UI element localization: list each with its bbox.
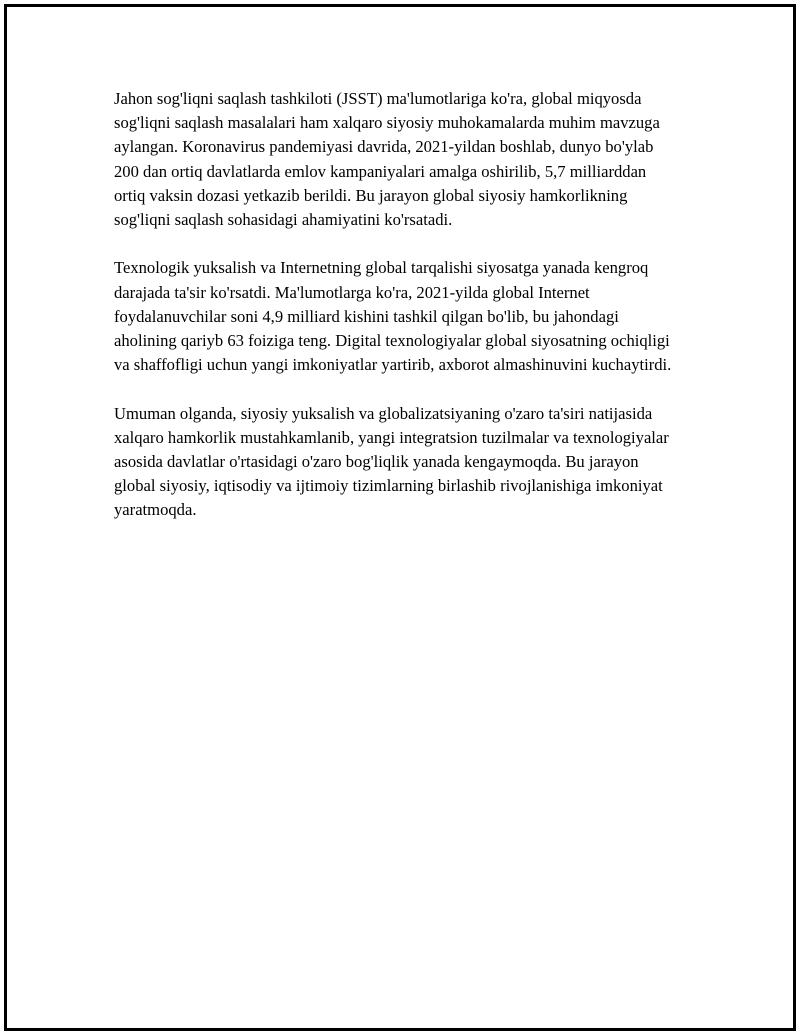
paragraph-technology: Texnologik yuksalish va Internetning global tarqalishi siyosatga yanada kengroq darajada ta'sir ko'rsatdi. Ma'lumotlarga ko'ra, 2021-yilda global Internet foydalanuvchilar soni 4,9 milliard kishini tashkil qilgan bo'lib, bu jahondagi aholining qariyb 63 foiziga teng. Digital texnologiyalar global siyosatning ochiqligi va shaffofligi uchun yangi imkoniyatlar yartirib, axborot almashinuvini kuchaytirdi. bbox=[114, 258, 672, 375]
document-body bbox=[114, 87, 680, 547]
paragraph-conclusion: Umuman olganda, siyosiy yuksalish va globalizatsiyaning o'zaro ta'siri natijasida xalqaro hamkorlik mustahkamlanib, yangi integratsion tuzilmalar va texnologiyalar asosida davlatlar o'rtasidagi o'zaro bog'liqlik yanada kengaymoqda. Bu jarayon global siyosiy, iqtisodiy va ijtimoiy tizimlarning birlashib rivojlanishiga imkoniyat yaratmoqda. bbox=[114, 403, 669, 520]
paragraph-health: Jahon sog'liqni saqlash tashkiloti (JSST) ma'lumotlariga ko'ra, global miqyosda sog'liqni saqlash masalalari ham xalqaro siyosiy muhokamalarda muhim mavzuga aylangan. Koronavirus pandemiyasi davrida, 2021-yildan boshlab, dunyo bo'ylab 200 dan ortiq davlatlarda emlov kampaniyalari amalga oshirilib, 5,7 milliarddan ortiq vaksin dozasi yetkazib berildi. Bu jarayon global siyosiy hamkorlikning sog'liqni saqlash sohasidagi ahamiyatini ko'rsatadi. bbox=[114, 89, 660, 230]
